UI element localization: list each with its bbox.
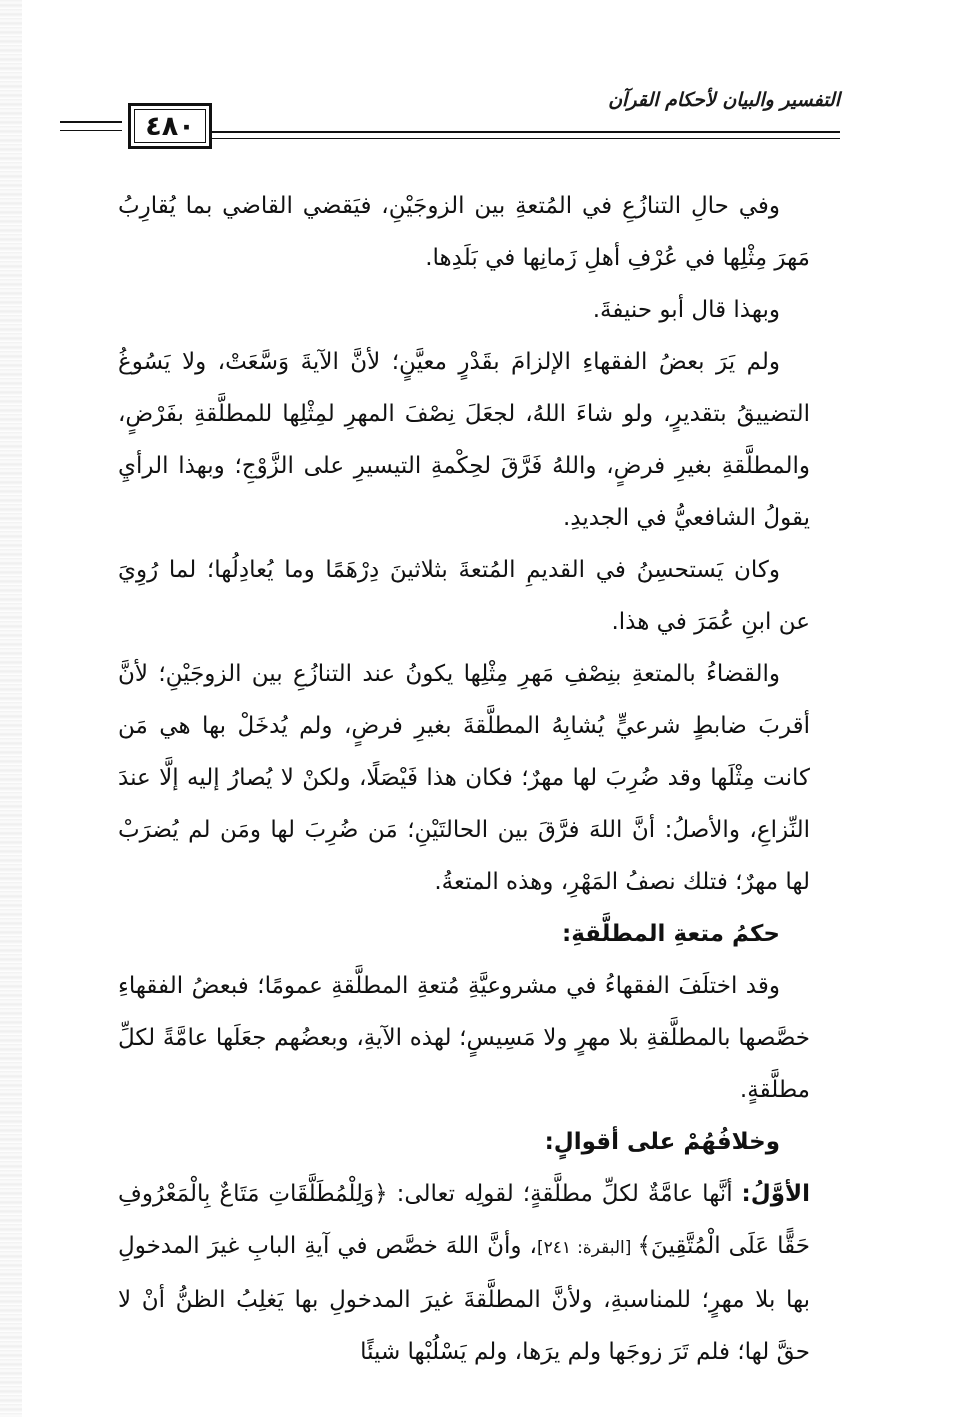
paragraph-7-text-a: أنَّها عامَّةٌ لكلِّ مطلَّقةٍ؛ لقولِه تعالى: bbox=[387, 1181, 742, 1207]
section-heading-opinions: وخلافُهُمْ على أقوالٍ: bbox=[544, 1129, 780, 1155]
section-heading-ruling: حكمُ متعةِ المطلَّقةِ: bbox=[562, 921, 780, 947]
scan-edge-shadow bbox=[0, 0, 22, 1417]
opinion-label-first: الأوَّلُ: bbox=[741, 1181, 811, 1207]
header-rule bbox=[212, 131, 840, 139]
paragraph-6: وقد اختلَفَ الفقهاءُ في مشروعيَّةِ مُتعةِ المطلَّقةِ عمومًا؛ فبعضُ الفقهاءِ خصَّصها بالمطلَّقةِ بلا مهرٍ ولا مَسِيسٍ؛ لهذه الآيةِ، وبعضُهم جعَلَها عامَّةً لكلِّ مطلَّقةٍ. bbox=[118, 973, 810, 1103]
page-body bbox=[118, 180, 810, 1378]
paragraph-4: وكان يَستحسِنُ في القديمِ المُتعةَ بثلاثينَ دِرْهَمًا وما يُعادِلُها؛ لما رُوِيَ عن ابنِ عُمَرَ في هذا. bbox=[118, 557, 810, 635]
paragraph-1: وفي حالِ التنازُعِ في المُتعةِ بين الزوجَيْنِ، فيَقضي القاضي بما يُقارِبُ مَهرَ مِثْلِها في عُرْفِ أهلِ زَمانِها في بَلَدِها. bbox=[118, 193, 810, 271]
page-number: ٤٨٠ bbox=[145, 110, 195, 142]
paragraph-5: والقضاءُ بالمتعةِ بنِصْفِ مَهرِ مِثْلِها يكونُ عند التنازُعِ بين الزوجَيْنِ؛ لأنَّ أقربَ ضابطٍ شرعيٍّ يُشابِهُ المطلَّقةَ بغيرِ فرضٍ، ولم يُدخَلْ بها هي مَن كانت مِثْلَها وقد ضُرِبَ لها مهرٌ؛ فكان هذا فَيْصَلًا، ولكنْ لا يُصارُ إليه إلَّا عندَ النِّزاعِ، والأصلُ: أنَّ اللهَ فرَّقَ بين الحالتَيْنِ؛ مَن ضُرِبَ لها ومَن لم يُضرَبْ لها مهرٌ؛ فتلك نصفُ المَهْرِ، وهذه المتعةُ. bbox=[118, 661, 810, 895]
header-rule-left bbox=[60, 121, 122, 131]
verse-reference: [البقرة: ٢٤١] bbox=[536, 1238, 638, 1258]
paragraph-3: ولم يَرَ بعضُ الفقهاءِ الإلزامَ بقَدْرٍ معيَّنٍ؛ لأنَّ الآيةَ وَسَّعَتْ، ولا يَسُوغُ التضييقُ بتقديرٍ، ولو شاءَ اللهُ، لجعَلَ نِصْفَ المهرِ لمِثْلِها للمطلَّقةِ بفَرْضٍ، والمطلَّقةِ بغيرِ فرضٍ، واللهُ فَرَّقَ لحِكْمةِ التيسيرِ على الزَّوْجِ؛ وبهذا الرأيِ يقولُ الشافعيُّ في الجديدِ. bbox=[118, 349, 810, 531]
paragraph-7 bbox=[118, 1168, 810, 1378]
page-header bbox=[60, 89, 840, 165]
quran-verse: ﴿وَلِلْمُطَلَّقَاتِ مَتَاعٌ بِالْمَعْرُوفِ حَقًّا عَلَى الْمُتَّقِينَ﴾ bbox=[118, 1181, 810, 1259]
running-head-title: التفسير والبيان لأحكام القرآن bbox=[608, 89, 840, 111]
paragraph-2: وبهذا قال أبو حنيفةَ. bbox=[592, 297, 780, 323]
paragraph-7-text-b: ، وأنَّ اللهَ خصَّص في آيةِ البابِ غيرَ المدخولِ بها بلا مهرٍ؛ للمناسبةِ، ولأنَّ المطلَّقةَ غيرَ المدخولِ بها يَغلِبُ الظنُّ أنْ لا حقَّ لها؛ فلم تَرَ زوجَها ولم يرَها، ولم يَسْلُبْها شيئًا bbox=[118, 1233, 810, 1365]
page-number-frame bbox=[128, 103, 212, 149]
